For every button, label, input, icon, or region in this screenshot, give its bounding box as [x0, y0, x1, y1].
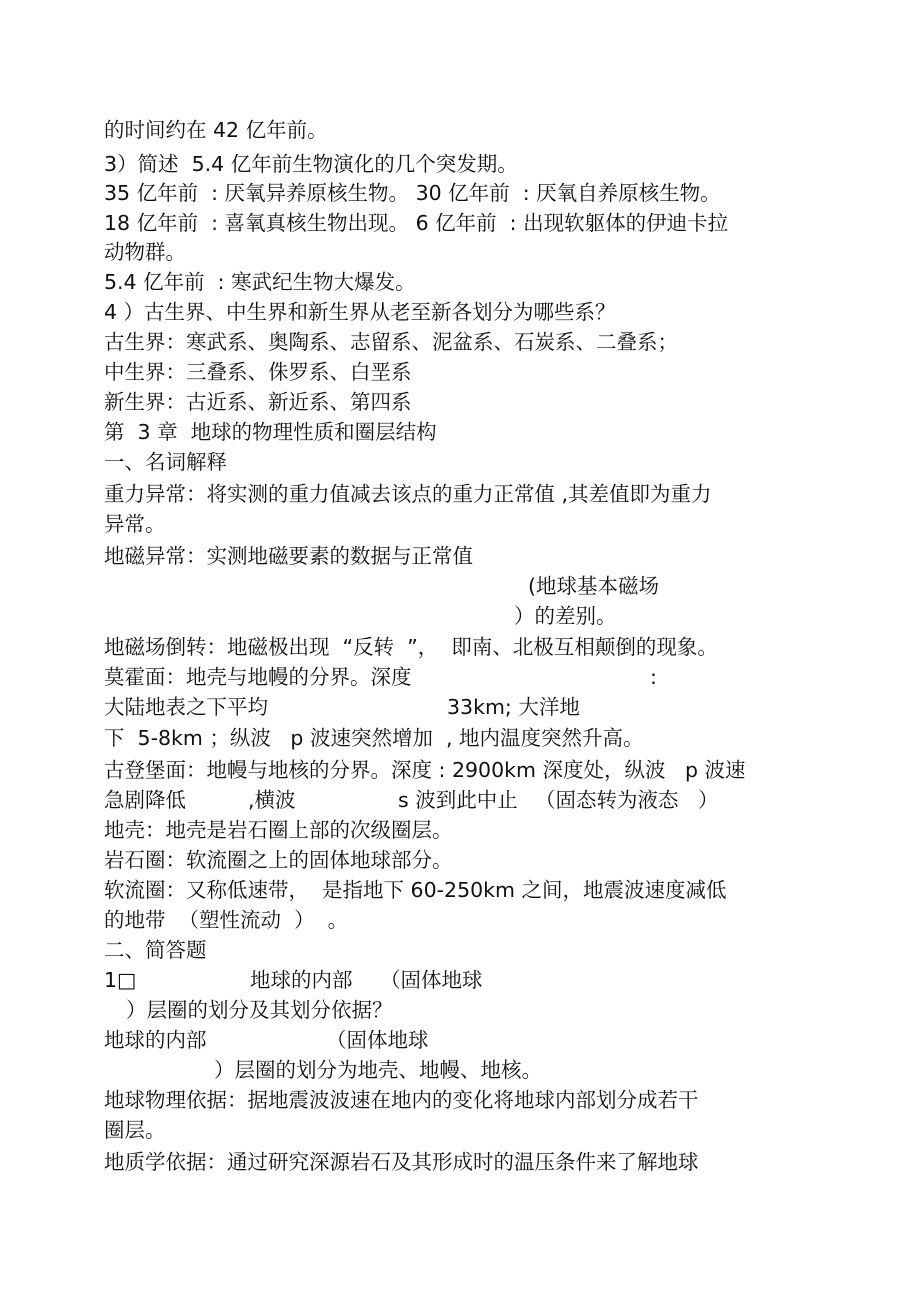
text-line: 地质学依据：通过研究深源岩石及其形成时的温压条件来了解地球	[104, 1150, 699, 1174]
text-line: 圈层。	[104, 1118, 166, 1142]
text-line: 莫霍面：地壳与地幔的分界。深度	[104, 665, 412, 689]
text-line: 18 亿年前 : 喜氧真核生物出现。 6 亿年前 : 出现软躯体的伊迪卡拉	[104, 211, 729, 235]
section-heading: 二、简答题	[104, 938, 207, 962]
text-line: 地磁场倒转：地磁极出现 “反转 ”， 即南、北极互相颠倒的现象。	[104, 635, 718, 659]
text-line: ,横波	[248, 788, 296, 812]
text-line: 3）简述 5.4 亿年前生物演化的几个突发期。	[104, 152, 518, 176]
text-line: 古生界：寒武系、奥陶系、志留系、泥盆系、石炭系、二叠系；	[104, 330, 678, 354]
text-line: 古登堡面：地幔与地核的分界。深度 : 2900km 深度处，纵波 p 波速	[104, 758, 746, 782]
text-line: ）层圈的划分为地壳、地幔、地核。	[214, 1058, 542, 1082]
section-heading: 第 3 章 地球的物理性质和圈层结构	[104, 420, 437, 444]
text-line: :	[650, 665, 657, 689]
text-line: 地壳：地壳是岩石圈上部的次级圈层。	[104, 818, 453, 842]
text-line: ）的差别。	[514, 604, 617, 628]
text-line: （固体地球	[380, 968, 483, 992]
text-line: 的时间约在 42 亿年前。	[104, 118, 328, 142]
text-line: 的地带 （塑性流动 ） 。	[104, 908, 349, 932]
text-line: 35 亿年前 : 厌氧异养原核生物。 30 亿年前 : 厌氧自养原核生物。	[104, 181, 721, 205]
text-line: （固体地球	[326, 1028, 429, 1052]
text-line: 动物群。	[104, 240, 186, 264]
text-line: 地磁异常：实测地磁要素的数据与正常值	[104, 544, 473, 568]
section-heading: 一、名词解释	[104, 450, 227, 474]
text-line: 1□	[104, 968, 137, 992]
text-line: 地球的内部	[250, 968, 353, 992]
text-line: 33km; 大洋地	[447, 695, 580, 719]
text-line: 4 ）古生界、中生界和新生界从老至新各划分为哪些系？	[104, 300, 616, 324]
text-line: （固态转为液态 ）	[535, 788, 719, 812]
text-line: (地球基本磁场	[528, 574, 659, 598]
text-line: 大陆地表之下平均	[104, 695, 268, 719]
text-line: 中生界：三叠系、侏罗系、白垩系	[104, 360, 412, 384]
text-line: 地球的内部	[104, 1028, 207, 1052]
text-line: 下 5-8km ；纵波 p 波速突然增加 , 地内温度突然升高。	[104, 726, 644, 750]
text-line: 新生界：古近系、新近系、第四系	[104, 390, 412, 414]
text-line: 急剧降低	[104, 788, 186, 812]
text-line: 软流圈：又称低速带， 是指地下 60-250km 之间，地震波速度减低	[104, 878, 727, 902]
text-line: 地球物理依据：据地震波波速在地内的变化将地球内部划分成若干	[104, 1088, 699, 1112]
text-line: 岩石圈：软流圈之上的固体地球部分。	[104, 848, 453, 872]
text-line: 5.4 亿年前 : 寒武纪生物大爆发。	[104, 270, 416, 294]
text-line: 重力异常：将实测的重力值减去该点的重力正常值 ,其差值即为重力	[104, 482, 712, 506]
text-line: s 波到此中止	[398, 788, 518, 812]
text-line: ）层圈的划分及其划分依据？	[126, 998, 393, 1022]
text-line: 异常。	[104, 512, 166, 536]
